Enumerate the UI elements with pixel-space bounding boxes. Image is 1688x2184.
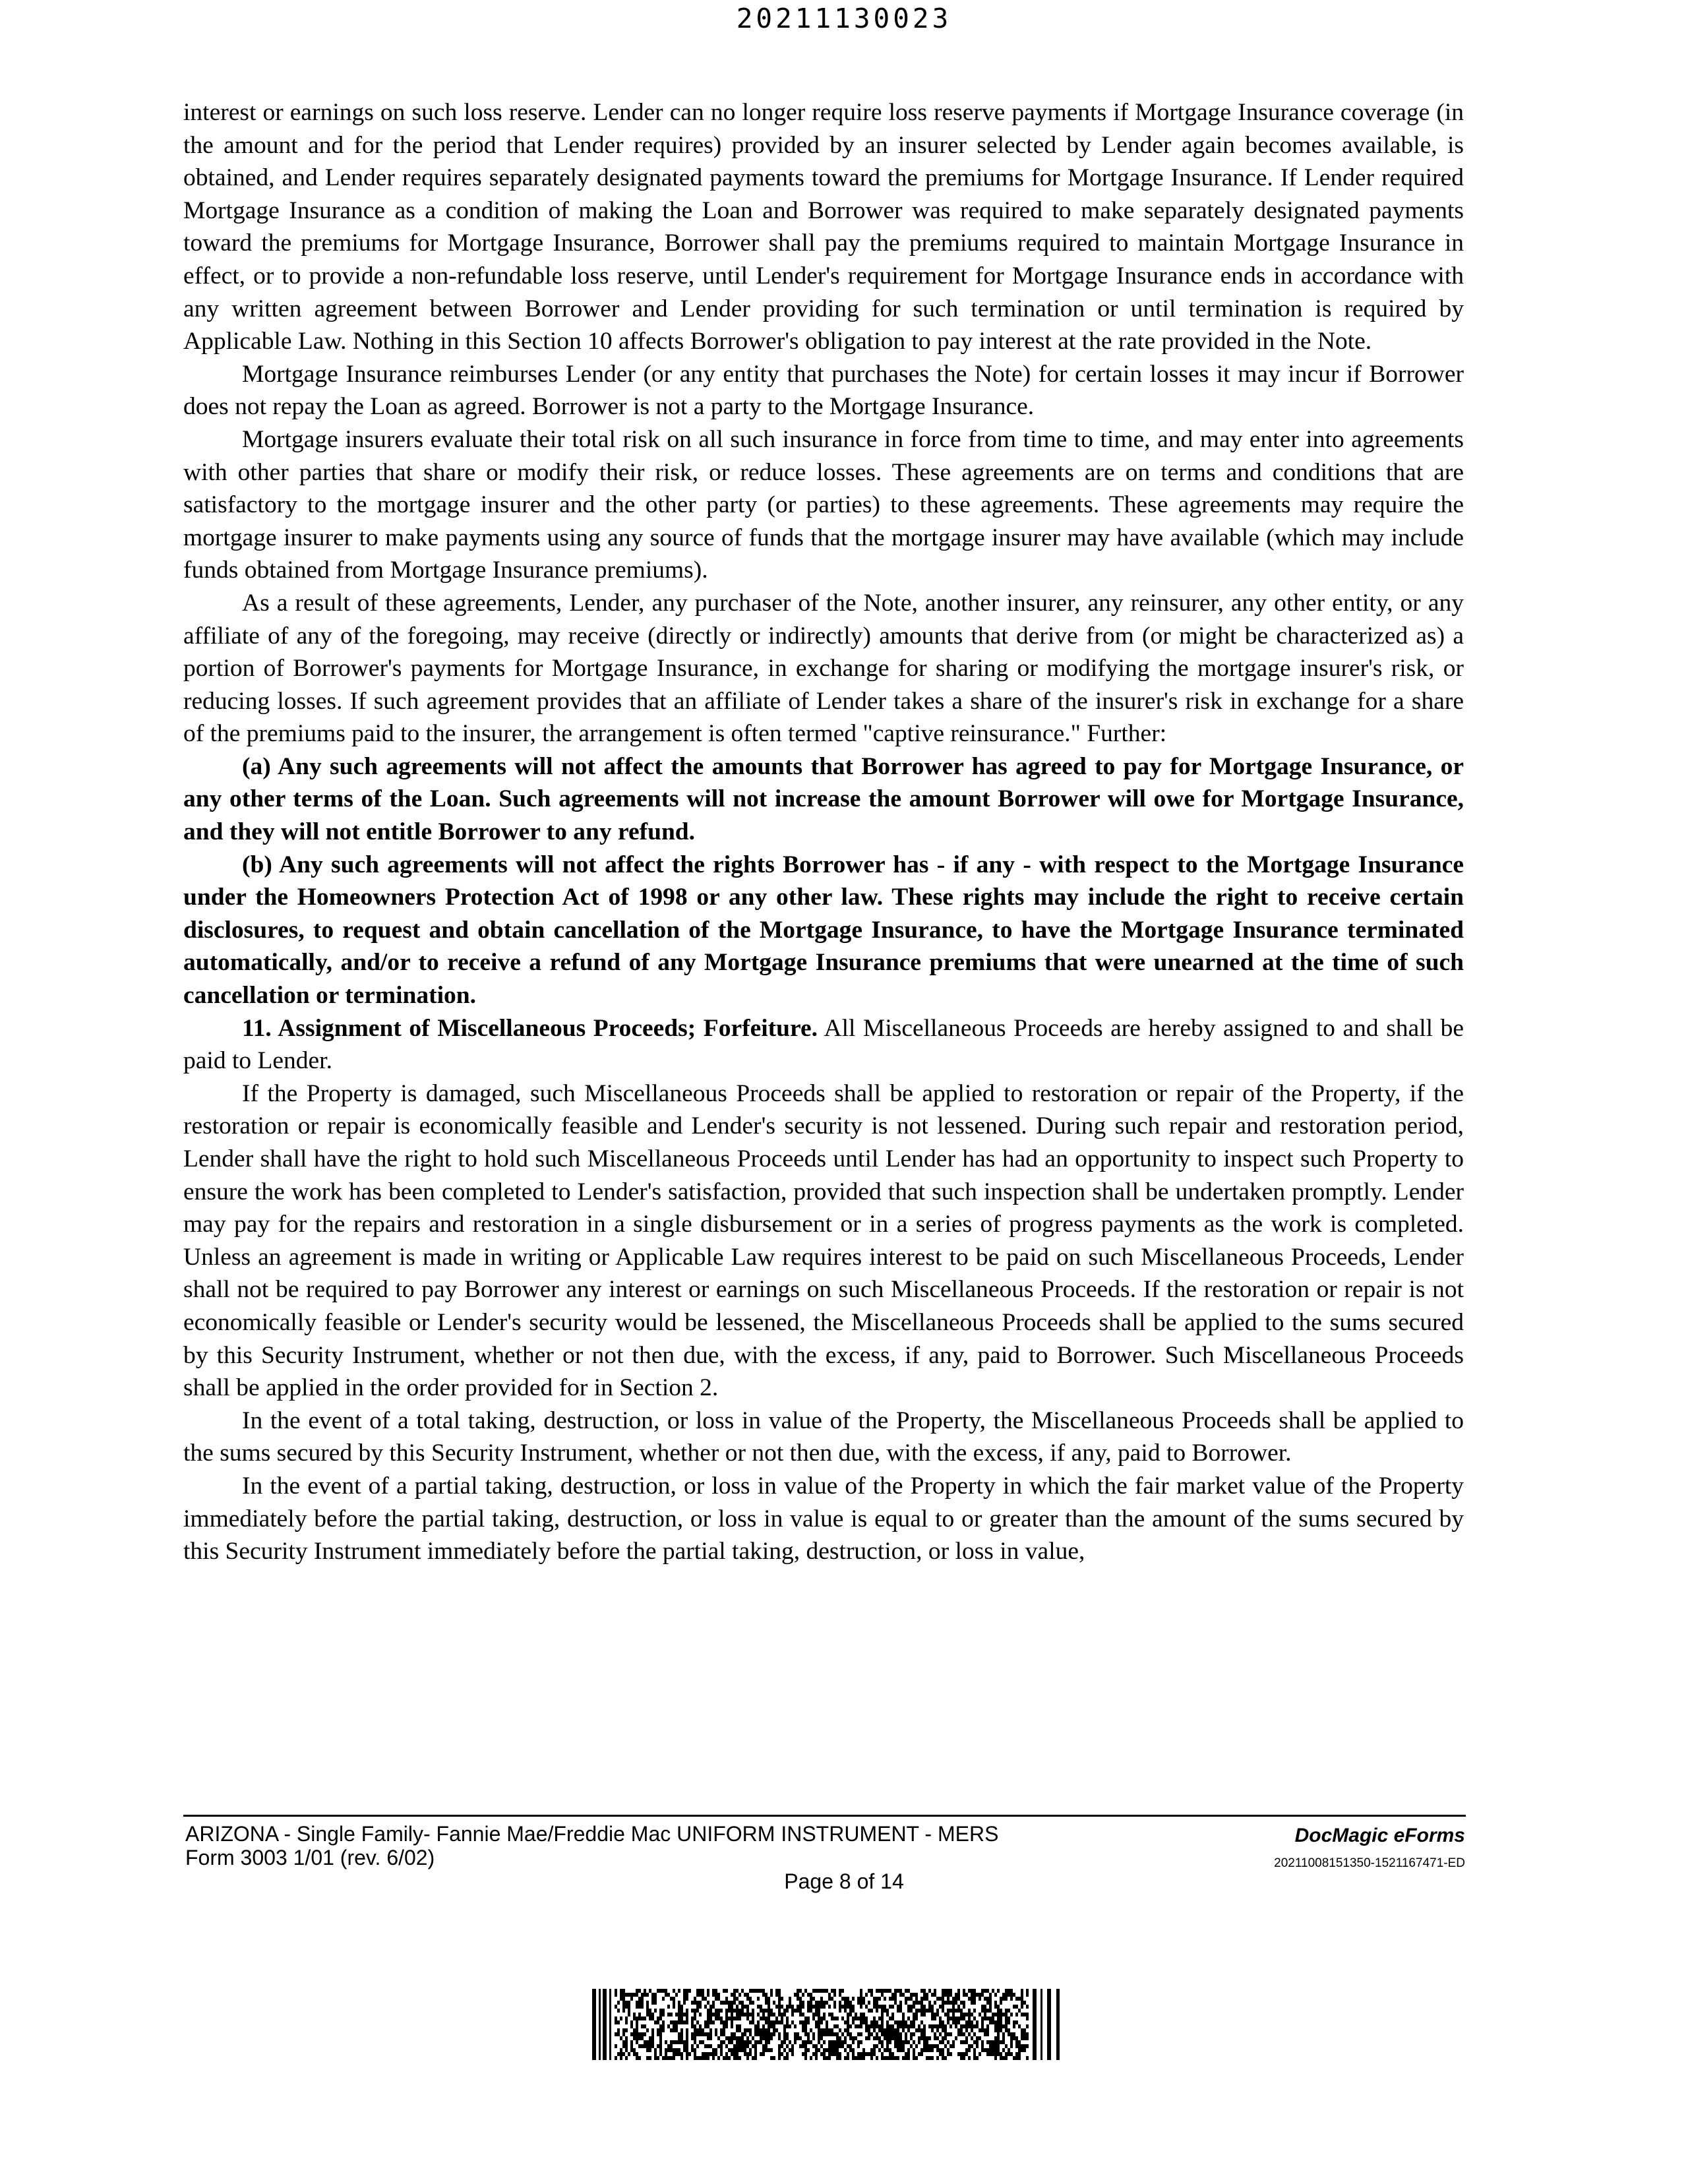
paragraph-4: As a result of these agreements, Lender, any purchaser of the Note, another insurer, any reinsurer, any other entity, or any affiliate of any of the foregoing, may receive (directly or indirectly) amounts that derive from (or might be characterized as) a portion of Borrower's payments for Mortgage Insurance, in exchange for sharing or modifying the mortgage insurer's risk, or reducing losses. If such agreement provides that an affiliate of Lender takes a share of the insurer's risk in exchange for a share of the premiums paid to the insurer, the arrangement is often termed "captive reinsurance." Further: [183, 589, 1464, 748]
footer-divider [183, 1815, 1466, 1817]
section-11-heading: 11. Assignment of Miscellaneous Proceeds; Forfeiture. [242, 1014, 818, 1042]
recording-number: 20211130023 [736, 3, 952, 34]
paragraph-partial-taking: In the event of a partial taking, destruction, or loss in value of the Property in which the fair market value of the Property immediately before the partial taking, destruction, or loss in value is equal to or greater than the amount of the sums secured by this Security Instrument immediately before the partial taking, destruction, or loss in value, [183, 1472, 1464, 1565]
clause-a: (a) Any such agreements will not affect the amounts that Borrower has agreed to pay for Mortgage Insurance, or any other terms of the Loan. Such agreements will not increase the amount Borrower will owe for Mortgage Insurance, and they will not entitle Borrower to any refund. [183, 752, 1464, 846]
barcode-icon [592, 1989, 1062, 2060]
clause-b: (b) Any such agreements will not affect the rights Borrower has - if any - with respect to the Mortgage Insurance under the Homeowners Protection Act of 1998 or any other law. These rights may include the right to receive certain disclosures, to request and obtain cancellation of the Mortgage Insurance, to have the Mortgage Insurance terminated automatically, and/or to receive a refund of any Mortgage Insurance premiums that were unearned at the time of such cancellation or termination. [183, 851, 1464, 1010]
document-body [183, 96, 1464, 1568]
page-number: Page 8 of 14 [784, 1869, 904, 1893]
paragraph-damage: If the Property is damaged, such Miscellaneous Proceeds shall be applied to restoration or repair of the Property, if the restoration or repair is economically feasible and Lender's security is not lessened. During such repair and restoration period, Lender shall have the right to hold such Miscellaneous Proceeds until Lender has had an opportunity to inspect such Property to ensure the work has been completed to Lender's satisfaction, provided that such inspection shall be undertaken promptly. Lender may pay for the repairs and restoration in a single disbursement or in a series of progress payments as the work is completed. Unless an agreement is made in writing or Applicable Law requires interest to be paid on such Miscellaneous Proceeds, Lender shall not be required to pay Borrower any interest or earnings on such Miscellaneous Proceeds. If the restoration or repair is not economically feasible or Lender's security would be lessened, the Miscellaneous Proceeds shall be applied to the sums secured by this Security Instrument, whether or not then due, with the excess, if any, paid to Borrower. Such Miscellaneous Proceeds shall be applied in the order provided for in Section 2. [183, 1079, 1464, 1402]
paragraph-3: Mortgage insurers evaluate their total risk on all such insurance in force from time to time, and may enter into agreements with other parties that share or modify their risk, or reduce losses. These agreements are on terms and conditions that are satisfactory to the mortgage insurer and the other party (or parties) to these agreements. These agreements may require the mortgage insurer to make payments using any source of funds that the mortgage insurer may have available (which may include funds obtained from Mortgage Insurance premiums). [183, 425, 1464, 584]
form-title: ARIZONA - Single Family- Fannie Mae/Freddie Mac UNIFORM INSTRUMENT - MERS [185, 1822, 999, 1846]
document-id: 20211008151350-1521167471-ED [1274, 1856, 1465, 1870]
section-11 [183, 1012, 1464, 1077]
form-number: Form 3003 1/01 (rev. 6/02) [185, 1846, 435, 1869]
section-11-text: All Miscellaneous Proceeds are hereby assigned to and shall be paid to Lender. [183, 1014, 1464, 1075]
footer-form-info [185, 1822, 998, 1869]
docmagic-logo: DocMagic eForms [1294, 1825, 1465, 1846]
paragraph-1: interest or earnings on such loss reserve. Lender can no longer require loss reserve payments if Mortgage Insurance coverage (in the amount and for the period that Lender requires) provided by an insurer selected by Lender again becomes available, is obtained, and Lender requires separately designated payments toward the premiums for Mortgage Insurance. If Lender required Mortgage Insurance as a condition of making the Loan and Borrower was required to make separately designated payments toward the premiums for Mortgage Insurance, Borrower shall pay the premiums required to maintain Mortgage Insurance in effect, or to provide a non-refundable loss reserve, until Lender's requirement for Mortgage Insurance ends in accordance with any written agreement between Borrower and Lender providing for such termination or until termination is required by Applicable Law. Nothing in this Section 10 affects Borrower's obligation to pay interest at the rate provided in the Note. [183, 99, 1464, 355]
paragraph-total-taking: In the event of a total taking, destruction, or loss in value of the Property, the Miscellaneous Proceeds shall be applied to the sums secured by this Security Instrument, whether or not then due, with the excess, if any, paid to Borrower. [183, 1407, 1464, 1467]
paragraph-2: Mortgage Insurance reimburses Lender (or any entity that purchases the Note) for certain losses it may incur if Borrower does not repay the Loan as agreed. Borrower is not a party to the Mortgage Insurance. [183, 360, 1464, 421]
